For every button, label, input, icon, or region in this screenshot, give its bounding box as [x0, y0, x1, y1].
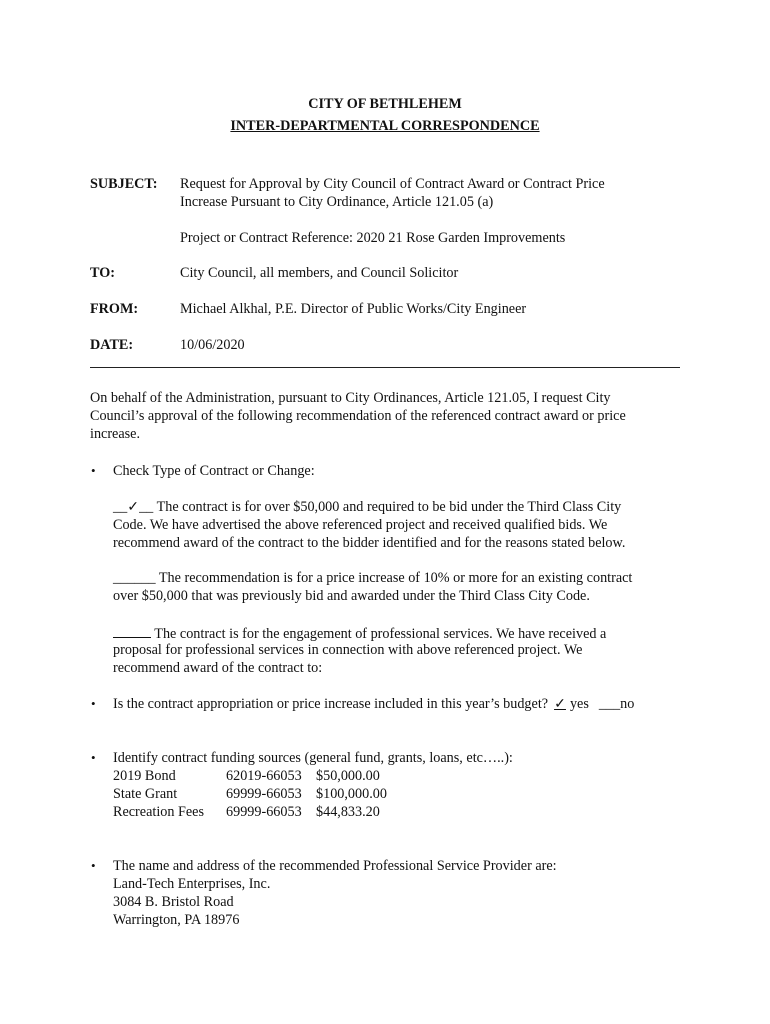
subject-line-1: Request for Approval by City Council of Contract Award or Contract Price — [180, 176, 605, 192]
funding-amount: $50,000.00 — [316, 768, 380, 784]
option-2-blank: ______ — [113, 570, 156, 586]
funding-source: 2019 Bond — [113, 768, 176, 784]
budget-yes-checkmark: ✓ — [554, 696, 566, 712]
provider-address-2: Warrington, PA 18976 — [113, 912, 240, 928]
bullet-dot: • — [91, 696, 96, 711]
option-2-line-2: over $50,000 that was previously bid and awarded under the Third Class City Code. — [113, 588, 590, 604]
funding-amount: $100,000.00 — [316, 786, 387, 802]
date-value: 10/06/2020 — [180, 337, 245, 353]
project-reference: Project or Contract Reference: 2020 21 Rose Garden Improvements — [180, 230, 566, 246]
option-1-text: The contract is for over $50,000 and required to be bid under the Third Class City — [156, 499, 622, 515]
city-title: CITY OF BETHLEHEM — [308, 96, 462, 112]
bullet-dot: • — [91, 858, 96, 873]
funding-source: State Grant — [113, 786, 178, 802]
option-3-blank — [113, 623, 151, 638]
option-2-text: The recommendation is for a price increase of 10% or more for an existing contract — [158, 570, 633, 586]
option-3-line-3: recommend award of the contract to: — [113, 660, 323, 676]
provider-name: Land-Tech Enterprises, Inc. — [113, 876, 271, 892]
budget-no-label: no — [620, 696, 635, 712]
provider-title: The name and address of the recommended Professional Service Provider are: — [113, 858, 557, 874]
funding-account: 69999-66053 — [226, 804, 302, 820]
funding-source: Recreation Fees — [113, 804, 204, 820]
bullet-dot: • — [91, 750, 96, 765]
budget-question-text: Is the contract appropriation or price increase included in this year’s budget? — [113, 696, 549, 712]
option-3-line-1 — [113, 623, 606, 643]
from-value: Michael Alkhal, P.E. Director of Public Works/City Engineer — [180, 301, 527, 317]
budget-yes-label: yes — [569, 696, 589, 712]
provider-address-1: 3084 B. Bristol Road — [113, 894, 234, 910]
funding-title: Identify contract funding sources (general fund, grants, loans, etc…..): — [113, 750, 513, 766]
date-label: DATE: — [90, 337, 134, 353]
funding-account: 69999-66053 — [226, 786, 302, 802]
header-divider — [90, 367, 680, 368]
option-1-line-3: recommend award of the contract to the bidder identified and for the reasons stated below. — [113, 535, 626, 551]
intro-line-1: On behalf of the Administration, pursuant to City Ordinances, Article 121.05, I request City — [90, 390, 611, 406]
intro-line-2: Council’s approval of the following recommendation of the referenced contract award or price — [90, 408, 626, 424]
bullet-dot: • — [91, 463, 96, 478]
from-label: FROM: — [90, 301, 139, 317]
to-value: City Council, all members, and Council Solicitor — [180, 265, 459, 281]
to-label: TO: — [90, 265, 115, 281]
subject-line-2: Increase Pursuant to City Ordinance, Article 121.05 (a) — [180, 194, 494, 210]
option-3-text: The contract is for the engagement of professional services. We have received a — [154, 626, 607, 642]
subject-label: SUBJECT: — [90, 176, 158, 192]
funding-row — [113, 803, 380, 821]
intro-line-3: increase. — [90, 426, 141, 442]
department-title — [0, 117, 770, 135]
option-3-line-2: proposal for professional services in connection with above referenced project. We — [113, 642, 583, 658]
option-1-line-1 — [113, 498, 621, 516]
check-type-label: Check Type of Contract or Change: — [113, 463, 315, 479]
option-1-checkmark: __✓__ — [113, 499, 154, 515]
option-2-line-1 — [113, 569, 632, 587]
budget-question — [113, 695, 634, 713]
department-title-text: INTER-DEPARTMENTAL CORRESPONDENCE — [230, 118, 540, 134]
funding-amount: $44,833.20 — [316, 804, 380, 820]
funding-row — [113, 767, 380, 785]
budget-no-blank: ___ — [598, 696, 621, 712]
option-1-line-2: Code. We have advertised the above referenced project and received qualified bids. We — [113, 517, 608, 533]
funding-account: 62019-66053 — [226, 768, 302, 784]
funding-row — [113, 785, 387, 803]
